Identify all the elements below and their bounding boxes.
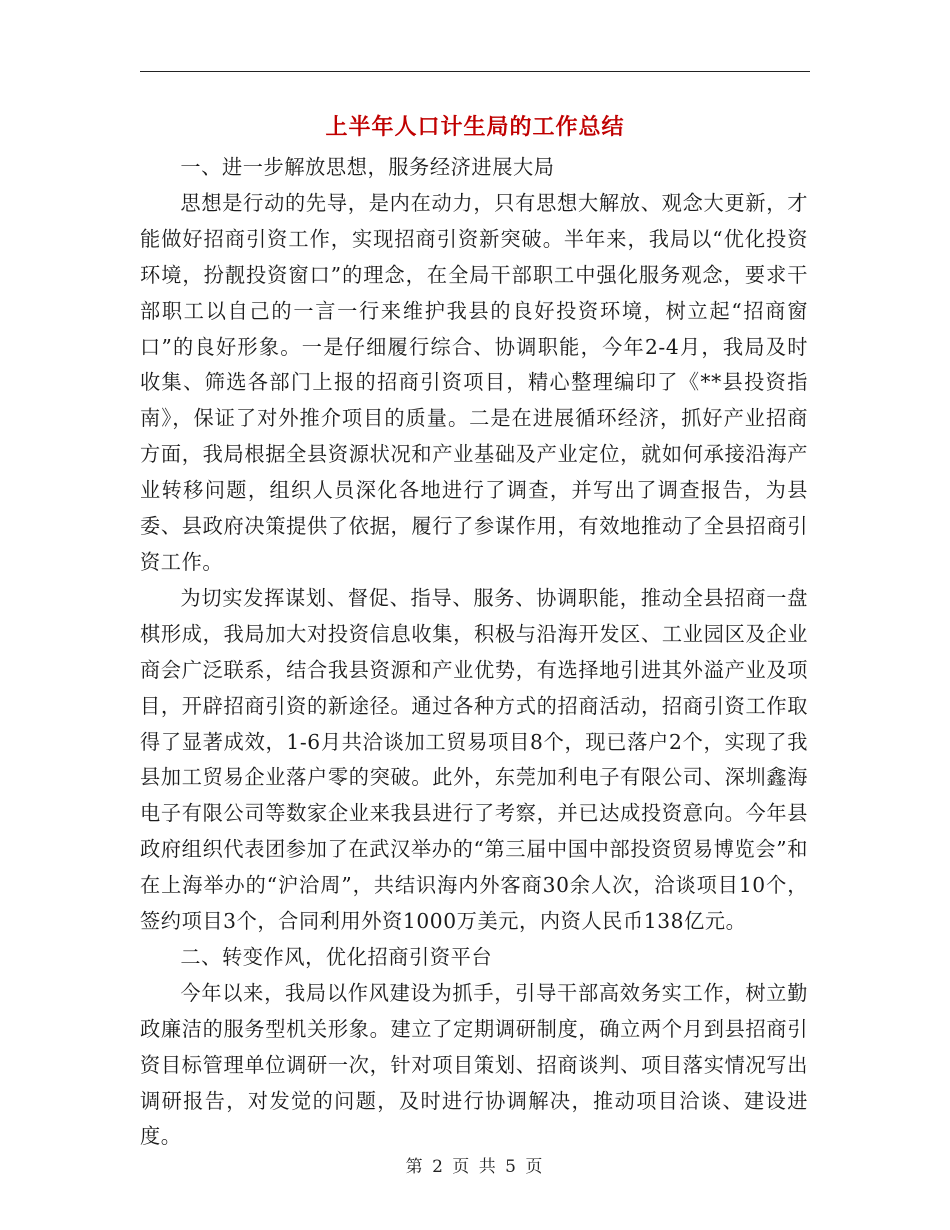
page-number: 第 2 页 共 5 页 — [405, 1157, 545, 1177]
document-title: 上半年人口计生局的工作总结 — [325, 114, 625, 140]
header-rule — [140, 71, 810, 72]
section-heading-2: 二、转变作风，优化招商引资平台 — [180, 944, 493, 969]
paragraph-1: 思想是行动的先导，是内在动力，只有思想大解放、观念大更新，才能做好招商引资工作，实现招商引资新突破。半年来，我局以“优化投资环境，扮靓投资窗口”的理念，在全局干部职工中强化服务观念，要求干部职工以自己的一言一行来维护我县的良好投资环境，树立起“招商窗口”的良好形象。一是仔细履行综合、协调职能，今年2-4月，我局及时收集、筛选各部门上报的招商引资项目，精心整理编印了《**县投资指南》，保证了对外推介项目的质量。二是在进展循环经济，抓好产业招商方面，我局根据全县资源状况和产业基础及产业定位，就如何承接沿海产业转移问题，组织人员深化各地进行了调查，并写出了调查报告，为县委、县政府决策提供了依据，履行了参谋作用，有效地推动了全县招商引资工作。 — [140, 190, 808, 574]
paragraph-2: 为切实发挥谋划、督促、指导、服务、协调职能，推动全县招商一盘棋形成，我局加大对投资信息收集，积极与沿海开发区、工业园区及企业商会广泛联系，结合我县资源和产业优势，有选择地引进其外溢产业及项目，开辟招商引资的新途径。通过各种方式的招商活动，招商引资工作取得了显著成效，1-6月共洽谈加工贸易项目8个，现已落户2个，实现了我县加工贸易企业落户零的突破。此外，东莞加利电子有限公司、深圳鑫海电子有限公司等数家企业来我县进行了考察，并已达成投资意向。今年县政府组织代表团参加了在武汉举办的“第三届中国中部投资贸易博览会”和在上海举办的“沪洽周”，共结识海内外客商30余人次，洽谈项目10个，签约项目3个，合同利用外资1000万美元，内资人民币138亿元。 — [140, 585, 808, 934]
paragraph-3: 今年以来，我局以作风建设为抓手，引导干部高效务实工作，树立勤政廉洁的服务型机关形象。建立了定期调研制度，确立两个月到县招商引资目标管理单位调研一次，针对项目策划、招商谈判、项目落实情况写出调研报告，对发觉的问题，及时进行协调解决，推动项目洽谈、建设进度。 — [140, 980, 808, 1149]
section-heading-1: 一、进一步解放思想，服务经济进展大局 — [180, 155, 555, 179]
document-body — [140, 150, 808, 1155]
